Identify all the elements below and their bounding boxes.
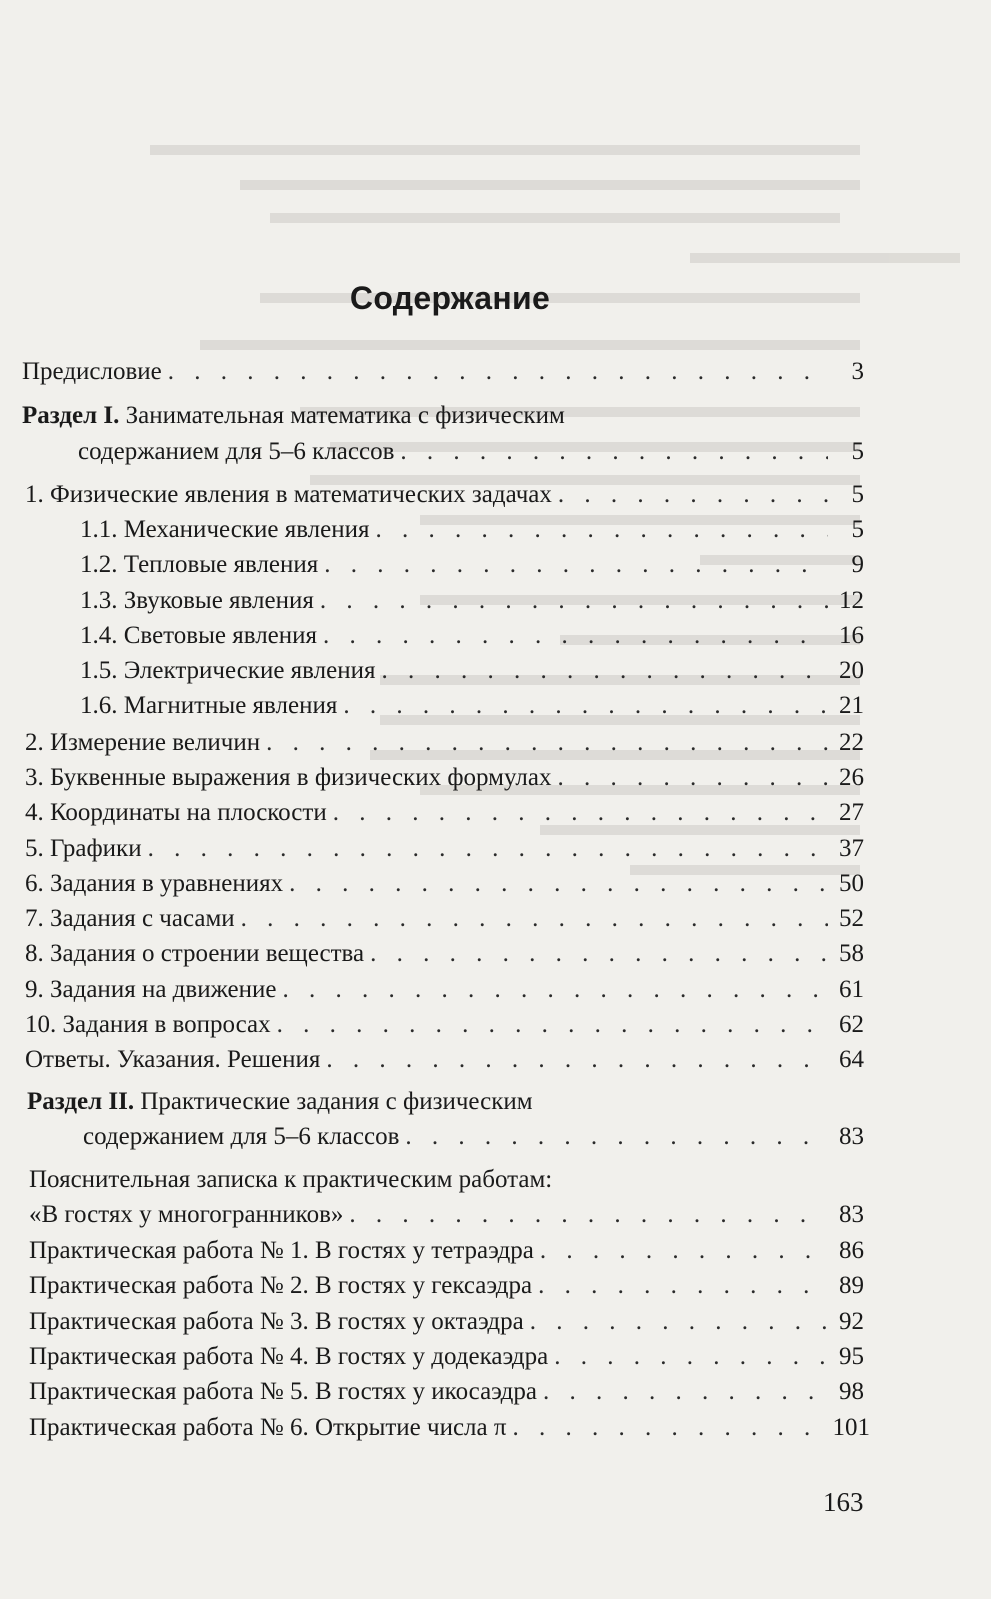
toc-entry-label: 1.1. Механические явления xyxy=(80,516,370,543)
toc-entry-page: 62 xyxy=(839,1011,864,1038)
toc-entry-page: 5 xyxy=(851,438,864,465)
toc-entry-page: 58 xyxy=(839,940,864,967)
toc-entry xyxy=(25,973,864,1007)
toc-entry xyxy=(29,1305,864,1339)
toc-entry xyxy=(80,619,864,653)
toc-entry-page: 83 xyxy=(839,1201,864,1228)
toc-entry xyxy=(25,761,864,795)
toc-entry-label: 10. Задания в вопросах xyxy=(25,1011,271,1038)
toc-entry-label: 5. Графики xyxy=(25,835,142,862)
toc-entry-label: 7. Задания с часами xyxy=(25,905,235,932)
toc-section-heading xyxy=(22,399,565,433)
toc-entry-label: Практическая работа № 2. В гостях у гексаэдра xyxy=(29,1272,533,1299)
toc-entry xyxy=(80,689,864,723)
leader-dots xyxy=(168,355,828,389)
leader-dots xyxy=(326,1043,828,1077)
page-number: 163 xyxy=(823,1487,864,1517)
leader-dots xyxy=(376,513,828,547)
leader-dots xyxy=(513,1411,827,1445)
toc-entry-label: 1.2. Тепловые явления xyxy=(80,551,319,578)
toc-entry-page: 37 xyxy=(839,835,864,862)
toc-entry-page: 98 xyxy=(839,1378,864,1405)
toc-entry-label: Предисловие xyxy=(22,358,162,385)
toc-entry-label: 4. Координаты на плоскости xyxy=(25,799,327,826)
toc-entry-label: 3. Буквенные выражения в физических формулах xyxy=(25,764,552,791)
leader-dots xyxy=(241,902,828,936)
leader-dots xyxy=(266,726,828,760)
leader-dots xyxy=(370,937,828,971)
toc-entry-label: 2. Измерение величин xyxy=(25,729,261,756)
toc-entry xyxy=(80,584,864,618)
leader-dots xyxy=(558,478,828,512)
toc-entry-label: Практическая работа № 4. В гостях у додекаэдра xyxy=(29,1343,549,1370)
leader-dots xyxy=(282,973,828,1007)
toc-entry-label: Ответы. Указания. Решения xyxy=(25,1046,321,1073)
toc-entry-page: 5 xyxy=(851,481,864,508)
toc-entry-label: содержанием для 5–6 классов xyxy=(78,438,395,465)
toc-entry-page: 50 xyxy=(839,870,864,897)
toc-entry-page: 101 xyxy=(832,1414,870,1441)
toc-entry xyxy=(25,832,864,866)
toc-entry-page: 52 xyxy=(839,905,864,932)
toc-entry-page: 3 xyxy=(851,358,864,385)
leader-dots xyxy=(333,796,828,830)
toc-entry-page: 92 xyxy=(839,1308,864,1335)
toc-entry-page: 22 xyxy=(839,729,864,756)
toc-entry-page: 20 xyxy=(839,657,864,684)
leader-dots xyxy=(148,832,828,866)
toc-entry xyxy=(25,726,864,760)
toc-entry-label: содержанием для 5–6 классов xyxy=(83,1123,400,1150)
leader-dots xyxy=(343,689,828,723)
leader-dots xyxy=(277,1008,828,1042)
toc-entry-label: 9. Задания на движение xyxy=(25,976,277,1003)
leader-dots xyxy=(400,435,828,469)
toc-entry-page: 89 xyxy=(839,1272,864,1299)
toc-entry xyxy=(22,355,864,389)
section-number: Раздел I. xyxy=(22,402,120,429)
toc-entry-page: 12 xyxy=(839,587,864,614)
toc-entry xyxy=(25,902,864,936)
leader-dots xyxy=(554,1340,828,1374)
toc-entry-label: «В гостях у многогранников» xyxy=(29,1201,344,1228)
toc-entry-page: 16 xyxy=(839,622,864,649)
toc-entry xyxy=(80,548,864,582)
toc-entry-label: 6. Задания в уравнениях xyxy=(25,870,284,897)
toc-entry-page: 5 xyxy=(851,516,864,543)
leader-dots xyxy=(320,584,828,618)
toc-note: Пояснительная записка к практическим работам: xyxy=(29,1166,553,1193)
page-title: Содержание xyxy=(349,280,551,316)
toc-entry-page: 86 xyxy=(839,1237,864,1264)
toc-entry-label: Практическая работа № 1. В гостях у тетраэдра xyxy=(29,1237,534,1264)
toc-entry-page: 64 xyxy=(839,1046,864,1073)
leader-dots xyxy=(324,548,828,582)
toc-entry xyxy=(29,1375,864,1409)
toc-entry xyxy=(80,513,864,547)
leader-dots xyxy=(405,1120,828,1154)
section-title: Занимательная математика с физическим xyxy=(119,402,565,429)
toc-entry-page: 9 xyxy=(851,551,864,578)
toc-section-heading xyxy=(27,1085,533,1119)
toc-entry xyxy=(29,1198,864,1232)
toc-entry xyxy=(29,1340,864,1374)
toc-entry-label: 1.5. Электрические явления xyxy=(80,657,376,684)
toc-entry-page: 83 xyxy=(839,1123,864,1150)
leader-dots xyxy=(323,619,828,653)
toc-entry-page: 95 xyxy=(839,1343,864,1370)
toc-entry-label: Практическая работа № 3. В гостях у октаэдра xyxy=(29,1308,524,1335)
toc-entry xyxy=(29,1269,864,1303)
toc-entry xyxy=(25,1008,864,1042)
leader-dots xyxy=(381,654,828,688)
toc-entry xyxy=(80,654,864,688)
leader-dots xyxy=(289,867,828,901)
toc-entry-label: 1.4. Световые явления xyxy=(80,622,318,649)
leader-dots xyxy=(543,1375,828,1409)
leader-dots xyxy=(557,761,828,795)
leader-dots xyxy=(538,1269,828,1303)
toc-entry-label: 8. Задания о строении вещества xyxy=(25,940,365,967)
toc-entry-label: 1. Физические явления в математических задачах xyxy=(25,481,552,508)
toc-entry xyxy=(25,478,864,512)
toc-entry xyxy=(29,1411,870,1445)
toc-entry xyxy=(25,937,864,971)
toc-entry xyxy=(25,867,864,901)
toc-entry xyxy=(25,1043,864,1077)
toc-entry-label: Практическая работа № 6. Открытие числа π xyxy=(29,1414,507,1441)
toc-entry-label: 1.6. Магнитные явления xyxy=(80,692,338,719)
toc-entry xyxy=(29,1234,864,1268)
toc-entry xyxy=(83,1120,864,1154)
toc-entry-label: Практическая работа № 5. В гостях у икосаэдра xyxy=(29,1378,537,1405)
toc-entry-page: 26 xyxy=(839,764,864,791)
toc-entry-page: 61 xyxy=(839,976,864,1003)
toc-entry xyxy=(78,435,864,469)
section-number: Раздел II. xyxy=(27,1088,135,1115)
toc-entry-page: 21 xyxy=(839,692,864,719)
toc-entry-label: 1.3. Звуковые явления xyxy=(80,587,314,614)
leader-dots xyxy=(530,1305,828,1339)
toc-entry-page: 27 xyxy=(839,799,864,826)
section-title: Практические задания с физическим xyxy=(134,1088,533,1115)
toc-entry xyxy=(25,796,864,830)
leader-dots xyxy=(540,1234,828,1268)
leader-dots xyxy=(349,1198,828,1232)
